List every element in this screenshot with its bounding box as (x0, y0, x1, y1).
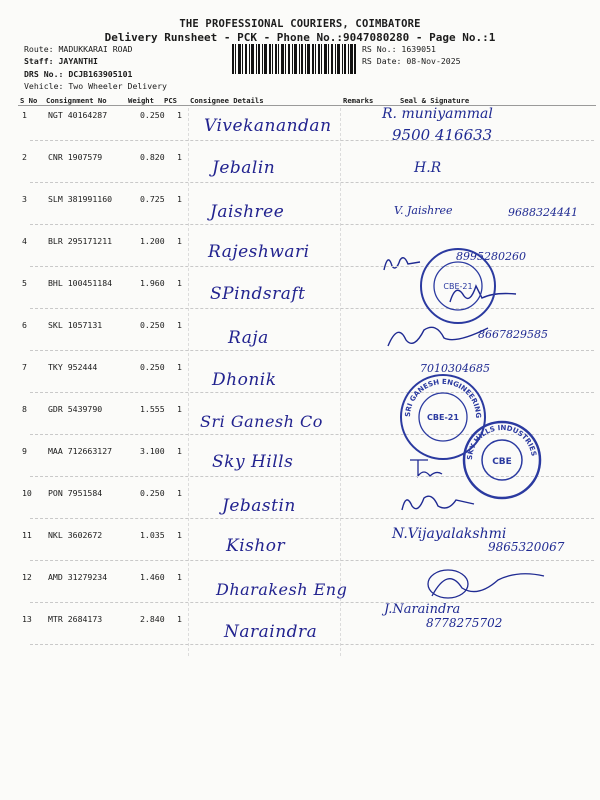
table-row (0, 278, 600, 319)
signature-phone: 7010304685 (420, 362, 490, 375)
col-header-pcs: PCS (164, 96, 177, 105)
row-sno: 1 (22, 110, 27, 120)
pcs-value: 1 (177, 614, 182, 624)
pcs-value: 1 (177, 152, 182, 162)
vehicle-label: Vehicle: Two Wheeler Delivery (24, 81, 167, 91)
company-stamp (418, 246, 498, 326)
signature-phone: 9688324441 (508, 206, 578, 219)
consignment-number: BHL 100451184 (48, 278, 113, 288)
row-sno: 10 (22, 488, 32, 498)
table-row (0, 194, 600, 235)
stamp-center-text: CBE (492, 457, 512, 467)
col-header-signature: Seal & Signature (400, 96, 470, 105)
consignee-handwriting: Dharakesh Eng (216, 580, 348, 599)
consignment-number: MAA 712663127 (48, 446, 113, 456)
col-header-weight: Weight (128, 96, 154, 105)
row-divider (30, 602, 594, 603)
signature-handwriting: R. muniyammal (382, 106, 493, 122)
consignee-handwriting: Sky Hills (212, 452, 294, 472)
row-sno: 7 (22, 362, 27, 372)
table-row (0, 236, 600, 277)
signature-handwriting: V. Jaishree (394, 204, 453, 217)
table-row (0, 152, 600, 193)
consignee-handwriting: Kishor (226, 536, 286, 556)
row-divider (30, 350, 594, 351)
table-row (0, 572, 600, 613)
weight-value: 1.035 (140, 530, 165, 540)
table-row (0, 362, 600, 403)
consignee-handwriting: Jebalin (212, 158, 276, 178)
consignee-handwriting: Sri Ganesh Co (200, 412, 323, 431)
col-header-consignment: Consignment No (46, 96, 107, 105)
col-header-remarks: Remarks (343, 96, 374, 105)
rs-date: RS Date: 08-Nov-2025 (362, 56, 461, 66)
runsheet-subtitle: Delivery Runsheet - PCK - Phone No.:9047080280 - Page No.:1 (104, 31, 496, 44)
signature-phone: 8667829585 (478, 328, 548, 341)
weight-value: 1.555 (140, 404, 165, 414)
consignee-handwriting: Vivekanandan (204, 116, 332, 136)
row-divider (30, 308, 594, 309)
pcs-value: 1 (177, 404, 182, 414)
consignee-handwriting: Raja (228, 328, 269, 348)
signature-phone: 9500 416633 (392, 126, 493, 144)
row-divider (30, 392, 594, 393)
table-row (0, 320, 600, 361)
consignment-number: NKL 3602672 (48, 530, 103, 540)
row-sno: 11 (22, 530, 32, 540)
company-title: THE PROFESSIONAL COURIERS, COIMBATORE (179, 18, 421, 30)
weight-value: 0.820 (140, 152, 165, 162)
rs-number: RS No.: 1639051 (362, 44, 436, 54)
consignment-number: BLR 295171211 (48, 236, 113, 246)
row-divider (30, 140, 594, 141)
pcs-value: 1 (177, 320, 182, 330)
consignment-number: TKY 952444 (48, 362, 98, 372)
weight-value: 0.250 (140, 110, 165, 120)
row-divider (30, 518, 594, 519)
pcs-value: 1 (177, 488, 182, 498)
signature-scribble (418, 558, 548, 602)
row-sno: 3 (22, 194, 27, 204)
pcs-value: 1 (177, 278, 182, 288)
consignee-handwriting: Rajeshwari (208, 242, 310, 262)
row-divider (30, 182, 594, 183)
consignee-handwriting: Jaishree (210, 202, 285, 222)
weight-value: 1.460 (140, 572, 165, 582)
table-row (0, 602, 600, 655)
pcs-value: 1 (177, 236, 182, 246)
consignment-number: AMD 31279234 (48, 572, 108, 582)
consignee-handwriting: Naraindra (224, 622, 318, 642)
stamp-text: CBE-21 (443, 282, 473, 291)
col-header-sno: S No (20, 96, 38, 105)
row-sno: 6 (22, 320, 27, 330)
header-divider (18, 105, 596, 106)
staff-label: Staff: JAYANTHI (24, 56, 98, 66)
consignee-handwriting: Jebastin (222, 496, 296, 516)
weight-value: 0.250 (140, 488, 165, 498)
weight-value: 0.250 (140, 362, 165, 372)
consignee-handwriting: SPindsraft (210, 284, 306, 304)
consignment-number: PON 7951584 (48, 488, 103, 498)
consignee-handwriting: Dhonik (212, 370, 277, 390)
consignment-number: NGT 40164287 (48, 110, 108, 120)
drs-number: DRS No.: DCJB163905101 (24, 69, 133, 79)
row-divider (30, 644, 594, 645)
signature-phone: 8995280260 (456, 250, 526, 263)
pcs-value: 1 (177, 110, 182, 120)
row-sno: 12 (22, 572, 32, 582)
sky-hills-stamp (462, 420, 542, 500)
weight-value: 2.840 (140, 614, 165, 624)
weight-value: 0.725 (140, 194, 165, 204)
stamp-ring-text: SKY HILLS INDUSTRIES (465, 423, 538, 461)
signature-handwriting: H.R (414, 160, 442, 176)
col-header-consignee: Consignee Details (190, 96, 264, 105)
signature-phone: 9865320067 (488, 540, 565, 554)
signature-scribble (382, 250, 422, 272)
row-sno: 2 (22, 152, 27, 162)
weight-value: 1.200 (140, 236, 165, 246)
consignment-number: SKL 1057131 (48, 320, 103, 330)
signature-scribble (398, 488, 478, 516)
weight-value: 0.250 (140, 320, 165, 330)
svg-text:SKY HILLS INDUSTRIES (466, 424, 538, 460)
signature-phone: 8778275702 (426, 616, 503, 630)
pcs-value: 1 (177, 446, 182, 456)
consignment-number: SLM 381991160 (48, 194, 113, 204)
row-sno: 13 (22, 614, 32, 624)
barcode (232, 44, 356, 74)
row-sno: 5 (22, 278, 27, 288)
pcs-value: 1 (177, 572, 182, 582)
pcs-value: 1 (177, 530, 182, 540)
row-sno: 9 (22, 446, 27, 456)
consignment-number: GDR 5439790 (48, 404, 103, 414)
pcs-value: 1 (177, 362, 182, 372)
weight-value: 1.960 (140, 278, 165, 288)
signature-handwriting: J.Naraindra (384, 602, 461, 617)
table-row (0, 106, 600, 151)
pcs-value: 1 (177, 194, 182, 204)
stamp-center-text: CBE-21 (427, 413, 459, 422)
consignment-number: MTR 2684173 (48, 614, 103, 624)
weight-value: 3.100 (140, 446, 165, 456)
row-sno: 4 (22, 236, 27, 246)
row-divider (30, 224, 594, 225)
row-divider (30, 266, 594, 267)
stamp-ring-text: SRI GANESH ENGINEERING (403, 377, 483, 419)
consignment-number: CNR 1907579 (48, 152, 103, 162)
row-sno: 8 (22, 404, 27, 414)
signature-handwriting: N.Vijayalakshmi (392, 526, 507, 542)
route-label: Route: MADUKKARAI ROAD (24, 44, 133, 54)
